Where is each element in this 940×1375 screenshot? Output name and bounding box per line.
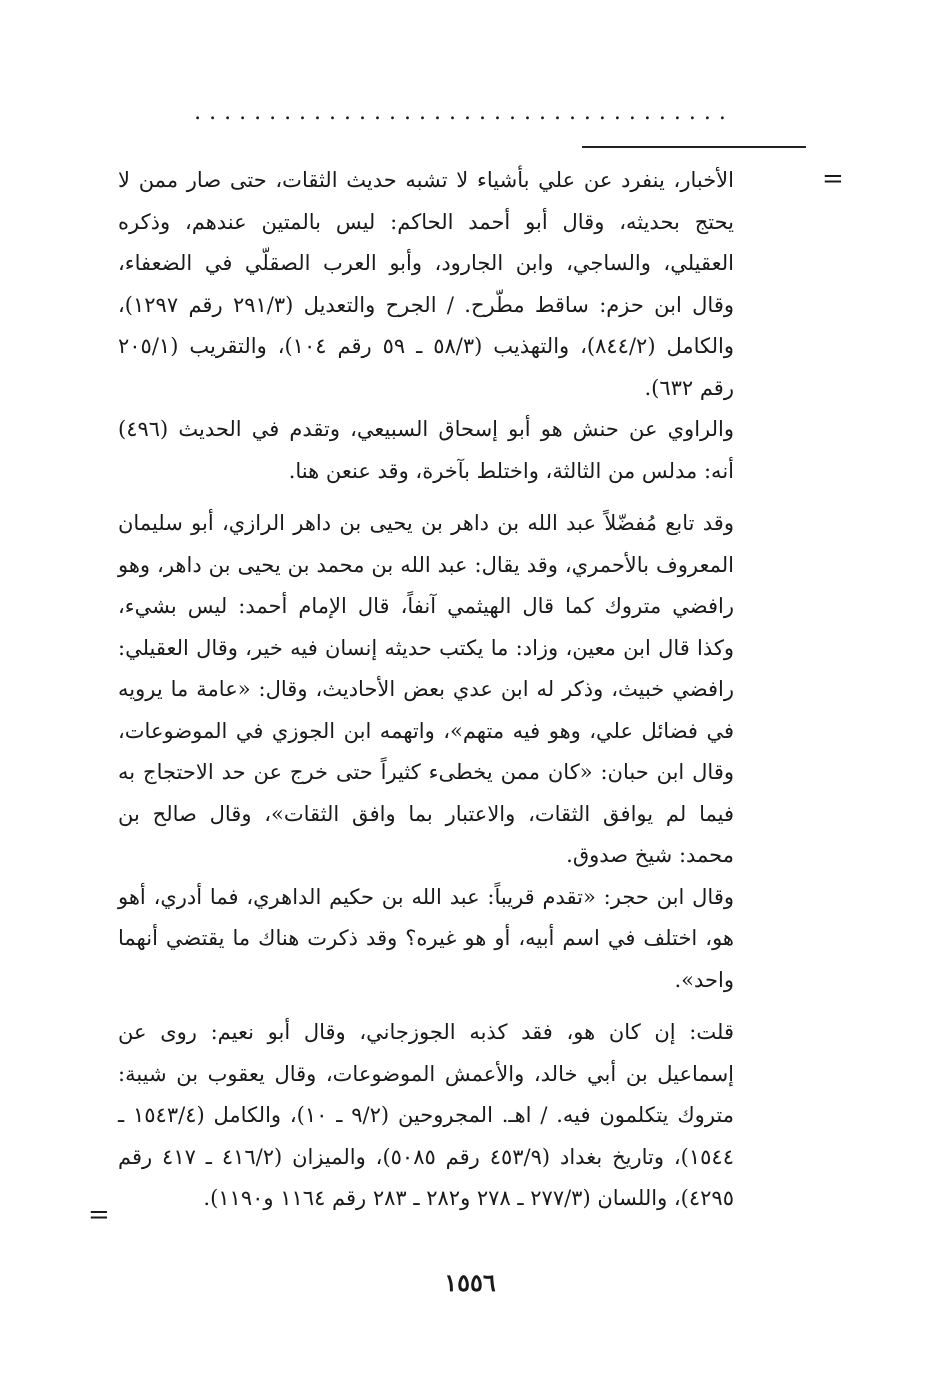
header-dot-leader: .................................... (194, 100, 734, 125)
continuation-marker-top: = (822, 164, 844, 194)
footnote-separator-rule (582, 146, 806, 148)
paragraph-1: الأخبار، ينفرد عن علي بأشياء لا تشبه حديث الثقات، حتى صار ممن لا يحتج بحديثه، وقال أبو أحمد الحاكم: ليس بالمتين عندهم، وذكره العقيلي، والساجي، وابن الجارود، وأبو العرب الصقلّي في الضعفاء، وقال ابن حزم: ساقط مطّرح. / الجرح والتعديل (٢٩١/٣ رقم ١٢٩٧)، والكامل (٨٤٤/٢)، والتهذيب (٥٨/٣ ـ ٥٩ رقم ١٠٤)، والتقريب (٢٠٥/١ رقم ٦٣٢). (118, 168, 734, 400)
continuation-marker-bottom: = (88, 1200, 110, 1230)
page-number: ١٥٥٦ (444, 1268, 496, 1297)
paragraph-2: والراوي عن حنش هو أبو إسحاق السبيعي، وتقدم في الحديث (٤٩٦) أنه: مدلس من الثالثة، واختلط بآخرة، وقد عنعن هنا. (118, 417, 734, 483)
footnote-text-block (118, 160, 734, 1220)
paragraph-5: قلت: إن كان هو، فقد كذبه الجوزجاني، وقال أبو نعيم: روى عن إسماعيل بن أبي خالد، والأعمش الموضوعات، وقال يعقوب بن شيبة: متروك يتكلمون فيه. / اهـ. المجروحين (٩/٢ ـ ١٠)، والكامل (١٥٤٣/٤ ـ ١٥٤٤)، وتاريخ بغداد (٤٥٣/٩ رقم ٥٠٨٥)، والميزان (٤١٦/٢ ـ ٤١٧ رقم ٤٢٩٥)، واللسان (٢٧٧/٣ ـ ٢٧٨ و٢٨٢ ـ ٢٨٣ رقم ١١٦٤ و١١٩٠). (118, 1020, 734, 1210)
paragraph-3: وقد تابع مُفضّلاً عبد الله بن داهر بن يحيى بن داهر الرازي، أبو سليمان المعروف بالأحمري، وقد يقال: عبد الله بن محمد بن يحيى بن داهر، وهو رافضي متروك كما قال الهيثمي آنفاً، قال الإمام أحمد: ليس بشيء، وكذا قال ابن معين، وزاد: ما يكتب حديثه إنسان فيه خير، وقال العقيلي: رافضي خبيث، وذكر له ابن عدي بعض الأحاديث، وقال: «عامة ما يرويه في فضائل علي، وهو فيه متهم»، واتهمه ابن الجوزي في الموضوعات، وقال ابن حبان: «كان ممن يخطىء كثيراً حتى خرج عن حد الاحتجاج به فيما لم يوافق الثقات، والاعتبار بما وافق الثقات»، وقال صالح بن محمد: شيخ صدوق. (118, 511, 734, 867)
paragraph-4: وقال ابن حجر: «تقدم قريباً: عبد الله بن حكيم الداهري، فما أدري، أهو هو، اختلف في اسم أبيه، أو هو غيره؟ وقد ذكرت هناك ما يقتضي أنهما واحد». (118, 884, 734, 992)
